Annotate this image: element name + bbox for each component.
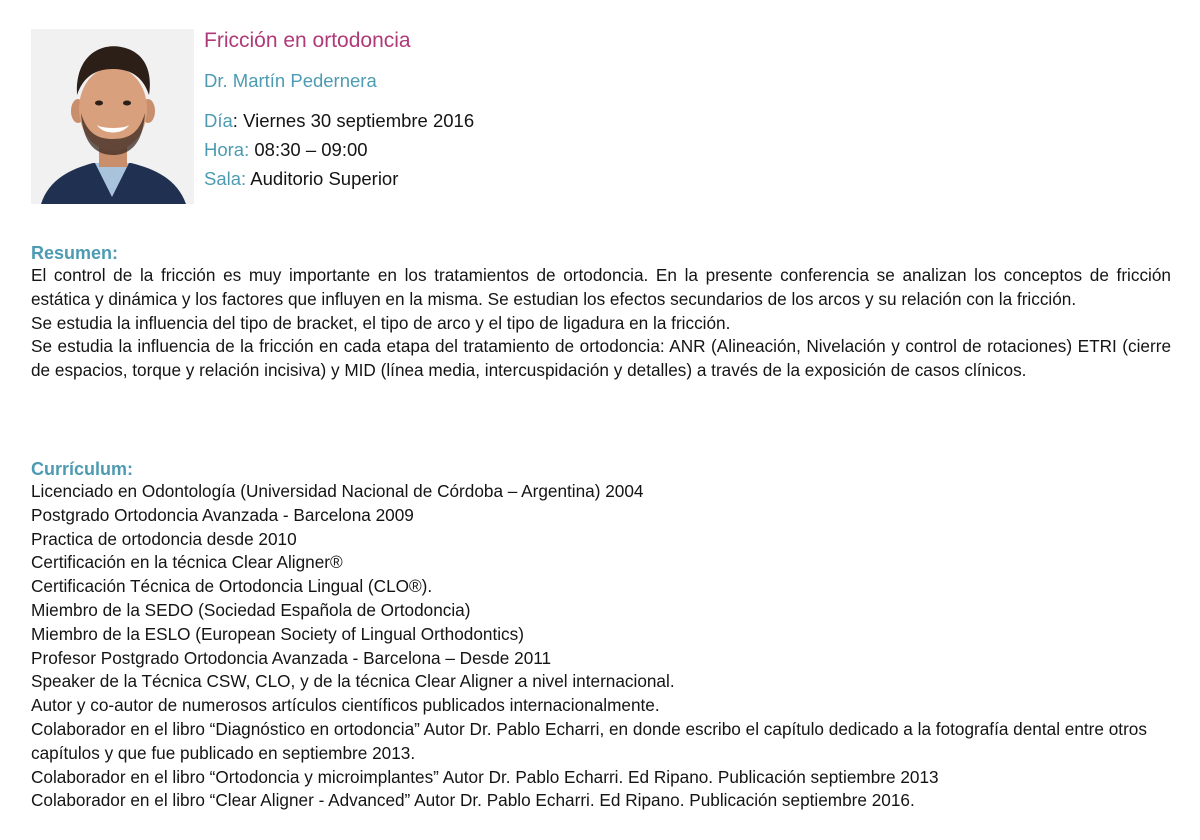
curriculum-list — [31, 480, 1171, 813]
curriculum-heading: Currículum: — [31, 459, 134, 479]
meta-room-label: Sala: — [204, 168, 247, 189]
curriculum-item: Licenciado en Odontología (Universidad Nacional de Córdoba – Argentina) 2004 — [31, 481, 644, 501]
curriculum-section — [31, 458, 1171, 813]
speaker-photo — [31, 29, 194, 204]
speaker-name: Dr. Martín Pedernera — [204, 70, 377, 91]
curriculum-item: Miembro de la ESLO (European Society of Lingual Orthodontics) — [31, 623, 524, 644]
meta-day-label: Día — [204, 110, 233, 131]
curriculum-item: Certificación Técnica de Ortodoncia Lingual (CLO®). — [31, 576, 433, 597]
curriculum-item: Practica de ortodoncia desde 2010 — [31, 528, 297, 549]
session-meta — [204, 106, 904, 193]
curriculum-item: Certificación en la técnica Clear Aligner® — [31, 552, 343, 573]
meta-time — [204, 135, 904, 164]
session-title: Fricción en ortodoncia — [204, 29, 411, 52]
meta-day — [204, 106, 904, 135]
summary-section — [31, 242, 1171, 383]
summary-paragraph: Se estudia la influencia de la fricción en cada etapa del tratamiento de ortodoncia: ANR (Alineación, Nivelación y control de rotaciones) ETRI (cierre de espacios, torque y relación incisiva) y MID (línea media, intercuspidación y detalles) a través de la exposición de casos clínicos. — [31, 336, 1171, 381]
meta-day-separator: : — [232, 110, 238, 131]
curriculum-item: Colaborador en el libro “Clear Aligner - Advanced” Autor Dr. Pablo Echarri. Ed Ripano. Publicación septiembre 2016. — [31, 790, 915, 811]
curriculum-item: Profesor Postgrado Ortodoncia Avanzada - Barcelona – Desde 2011 — [31, 647, 552, 668]
meta-day-value: Viernes 30 septiembre 2016 — [237, 110, 475, 131]
meta-time-value: 08:30 – 09:00 — [249, 139, 368, 160]
summary-paragraph: Se estudia la influencia del tipo de bracket, el tipo de arco y el tipo de ligadura en la fricción. — [31, 312, 731, 333]
meta-time-label: Hora: — [204, 139, 250, 160]
summary-heading: Resumen: — [31, 243, 119, 263]
curriculum-item: Miembro de la SEDO (Sociedad Española de Ortodoncia) — [31, 599, 471, 620]
curriculum-item: Speaker de la Técnica CSW, CLO, y de la técnica Clear Aligner a nivel internacional. — [31, 671, 675, 692]
meta-room-value: Auditorio Superior — [246, 168, 399, 189]
curriculum-item: Postgrado Ortodoncia Avanzada - Barcelona 2009 — [31, 504, 414, 525]
summary-paragraph: El control de la fricción es muy importante en los tratamientos de ortodoncia. En la presente conferencia se analizan los conceptos de fricción estática y dinámica y los factores que influyen en la misma. Se estudian los efectos secundarios de los arcos y su relación con la fricción. — [31, 265, 1171, 309]
session-header — [204, 27, 904, 193]
curriculum-item: Autor y co-autor de numerosos artículos científicos publicados internacionalmente. — [31, 695, 660, 716]
curriculum-item: Colaborador en el libro “Ortodoncia y microimplantes” Autor Dr. Pablo Echarri. Ed Ripano. Publicación septiembre 2013 — [31, 766, 939, 787]
meta-room — [204, 164, 904, 193]
curriculum-item: Colaborador en el libro “Diagnóstico en ortodoncia” Autor Dr. Pablo Echarri, en donde escribo el capítulo dedicado a la fotografía dental entre otros capítulos y que fue publicado en septiembre 2013. — [31, 718, 1147, 763]
